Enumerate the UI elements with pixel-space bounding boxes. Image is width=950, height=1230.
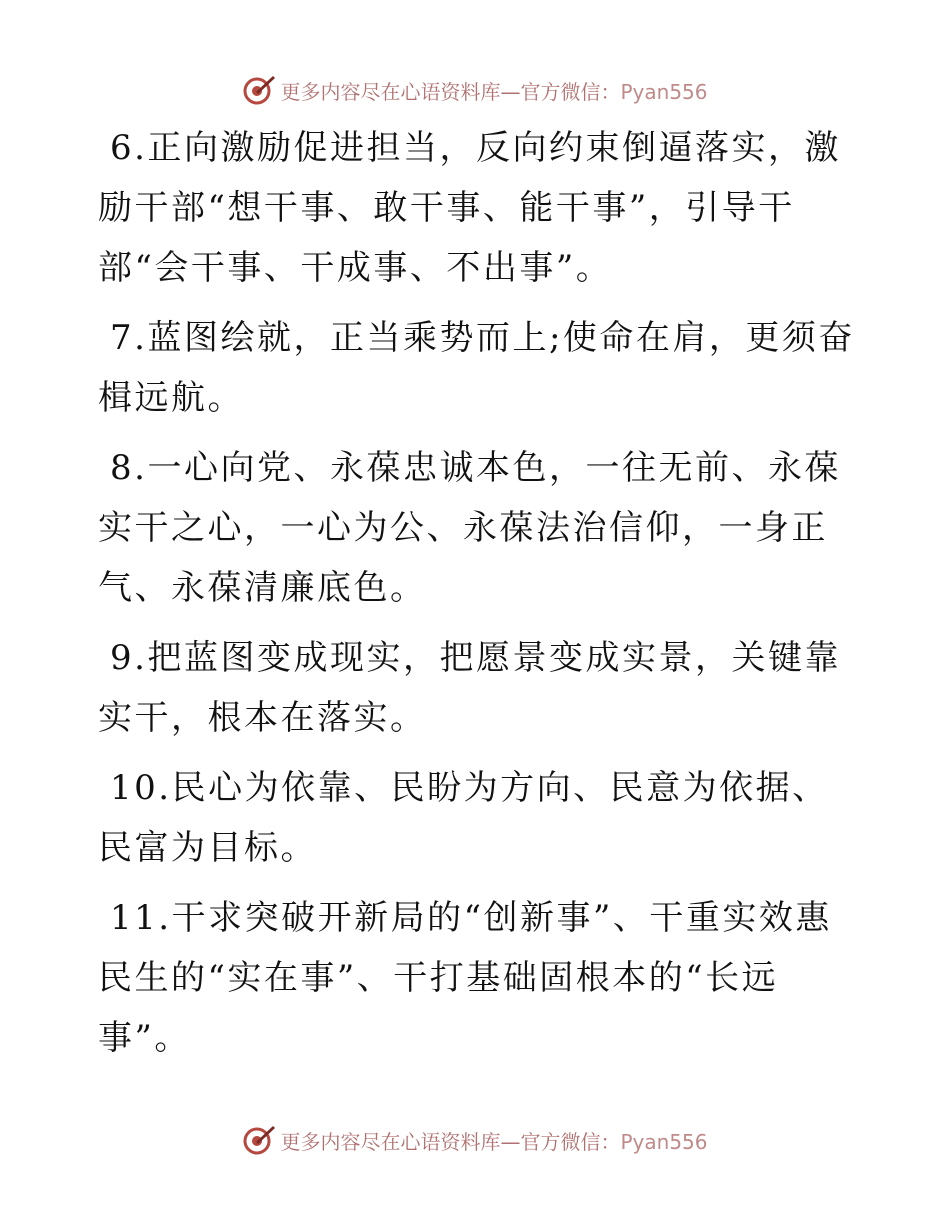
paragraph-7: 7.蓝图绘就，正当乘势而上;使命在肩，更须奋楫远航。: [98, 318, 855, 418]
pen-logo-icon: [242, 73, 276, 107]
paragraph-6: 6.正向激励促进担当，反向约束倒逼落实，激励干部“想干事、敢干事、能干事”，引导干部“会干事、干成事、不出事”。: [98, 128, 841, 288]
header-banner: [0, 70, 950, 110]
banner-text: 更多内容尽在心语资料库—官方微信：Pyan556: [280, 79, 708, 104]
pen-logo-icon: [242, 1123, 276, 1157]
paragraph-11: 11.干求突破开新局的“创新事”、干重实效惠民生的“实在事”、干打基础固根本的“长远事”。: [98, 898, 832, 1058]
paragraph-10: 10.民心为依靠、民盼为方向、民意为依据、民富为目标。: [98, 768, 829, 868]
banner-text: 更多内容尽在心语资料库—官方微信：Pyan556: [280, 1129, 708, 1154]
wechat-id: Pyan556: [620, 1129, 708, 1154]
wechat-id: Pyan556: [620, 79, 708, 104]
document-body: [98, 118, 858, 1078]
paragraph-8: 8.一心向党、永葆忠诚本色，一往无前、永葆实干之心，一心为公、永葆法治信仰，一身正气、永葆清廉底色。: [98, 448, 841, 608]
paragraph-9: 9.把蓝图变成现实，把愿景变成实景，关键靠实干，根本在落实。: [98, 638, 841, 738]
footer-banner: [0, 1120, 950, 1160]
